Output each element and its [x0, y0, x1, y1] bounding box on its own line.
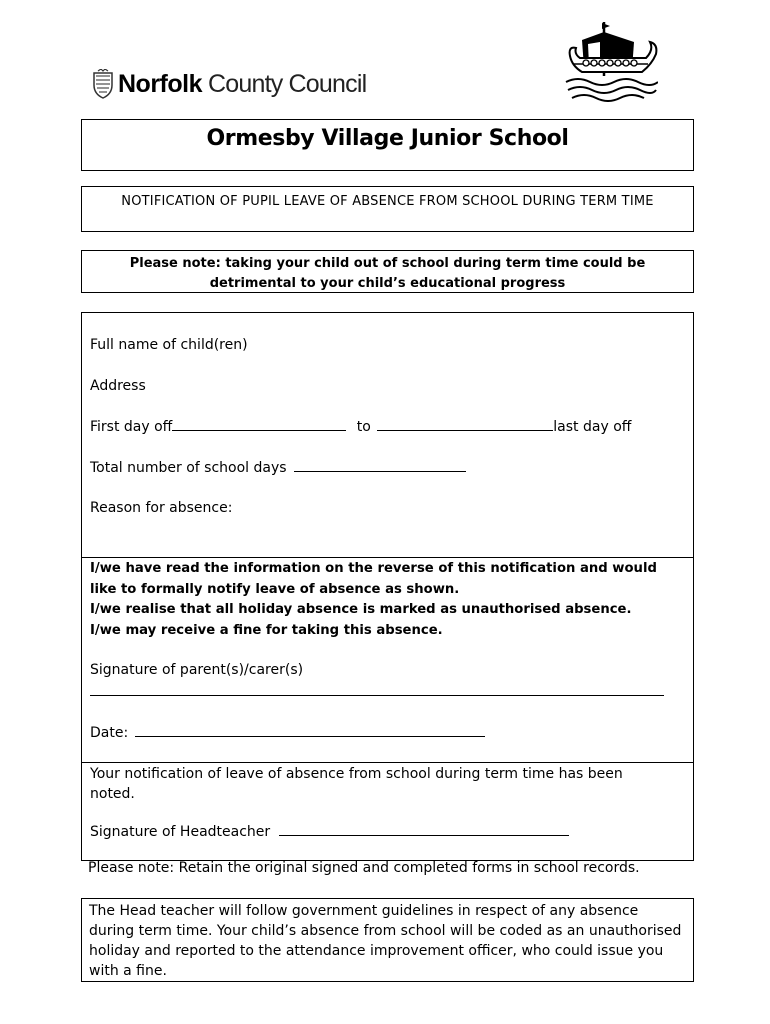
address-label: Address: [90, 378, 146, 394]
headteacher-signature-label: Signature of Headteacher: [90, 824, 271, 840]
final-note: The Head teacher will follow government guidelines in respect of any absence during term time. Your child’s absence from school will be coded as an unauthorised holiday and reported to the attendance improvement officer, who could issue you with a fine.: [89, 903, 682, 979]
date-row: [90, 722, 485, 743]
crest-icon: [92, 69, 114, 99]
total-days-field[interactable]: [294, 457, 466, 472]
dates-row: [90, 416, 631, 437]
to-label: to: [356, 419, 371, 435]
headteacher-signature-row: [90, 821, 569, 842]
date-label: Date:: [90, 725, 129, 741]
parent-signature-label: Signature of parent(s)/carer(s): [90, 662, 304, 678]
first-day-field[interactable]: [172, 416, 346, 431]
retain-note: Please note: Retain the original signed and completed forms in school records.: [88, 860, 640, 876]
full-name-label: Full name of child(ren): [90, 337, 248, 353]
norfolk-county-council-logo: [92, 66, 366, 102]
declaration-line-1: I/we have read the information on the reverse of this notification and would: [90, 561, 657, 576]
logo-bold-text: Norfolk: [118, 69, 202, 98]
declaration-line-3: I/we realise that all holiday absence is marked as unauthorised absence.: [90, 602, 632, 617]
final-note-box: [81, 898, 694, 982]
absence-form: [81, 312, 694, 861]
first-day-label: First day off: [90, 419, 173, 435]
page-title: Ormesby Village Junior School: [206, 126, 569, 151]
notification-heading-box: [81, 186, 694, 232]
headteacher-signature-field[interactable]: [279, 821, 569, 836]
notification-heading: NOTIFICATION OF PUPIL LEAVE OF ABSENCE FROM SCHOOL DURING TERM TIME: [121, 194, 654, 209]
declaration-line-2: like to formally notify leave of absence as shown.: [90, 582, 460, 597]
total-days-row: [90, 457, 466, 478]
noted-line-2: noted.: [90, 786, 135, 802]
title-box: [81, 119, 694, 171]
logo-light-text: County Council: [208, 69, 367, 98]
date-field[interactable]: [135, 722, 485, 737]
total-days-label: Total number of school days: [90, 460, 287, 476]
section-divider: [82, 557, 693, 558]
declaration-line-4: I/we may receive a fine for taking this absence.: [90, 623, 443, 638]
last-day-field[interactable]: [377, 416, 553, 431]
progress-note-box: [81, 250, 694, 293]
noted-line-1: Your notification of leave of absence from school during term time has been: [90, 766, 623, 782]
progress-note: Please note: taking your child out of school during term time could be detrimental to your child’s educational progress: [129, 256, 646, 291]
reason-label: Reason for absence:: [90, 500, 233, 516]
section-divider: [82, 762, 693, 763]
last-day-label: last day off: [553, 419, 632, 435]
parent-signature-field[interactable]: [90, 679, 664, 696]
viking-ship-icon: [562, 20, 658, 102]
